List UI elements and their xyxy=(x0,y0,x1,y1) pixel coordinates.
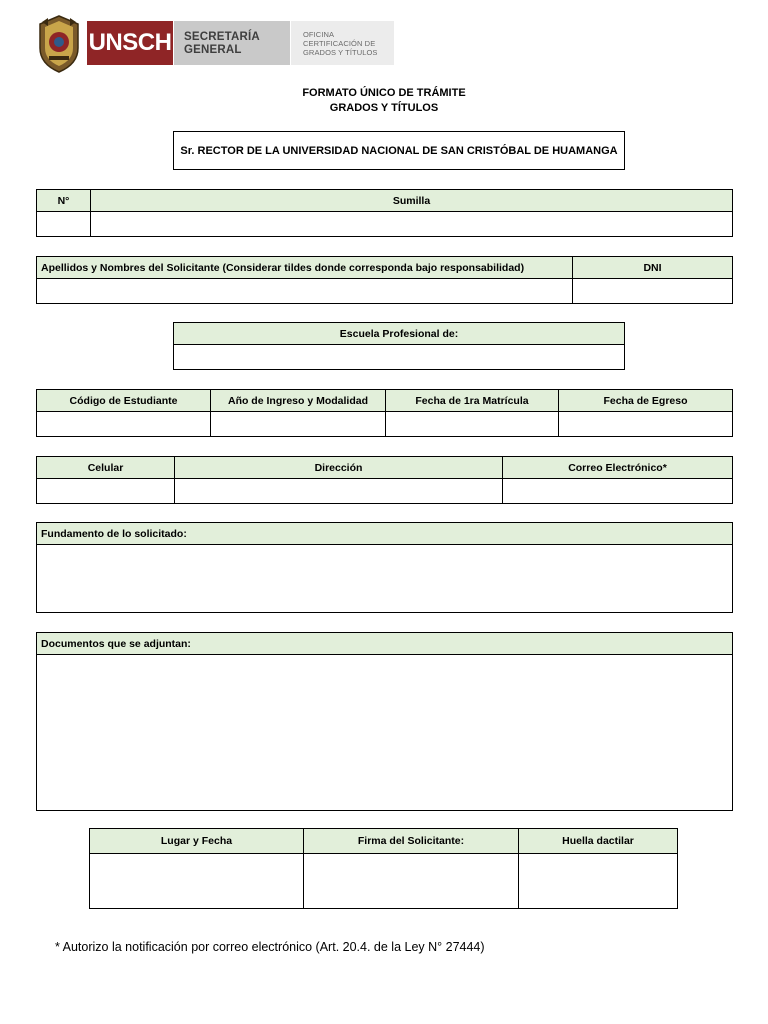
email-field[interactable] xyxy=(503,479,733,504)
number-field[interactable] xyxy=(37,212,91,237)
student-table xyxy=(36,389,733,437)
number-header: N° xyxy=(37,190,91,212)
graduation-date-field[interactable] xyxy=(559,412,733,437)
admission-year-header: Año de Ingreso y Modalidad xyxy=(211,390,386,412)
unsch-logo: UNSCH xyxy=(87,21,173,65)
oficina-logo: OFICINA CERTIFICACIÓN DE GRADOS Y TÍTULOS xyxy=(291,21,394,65)
fundamento-header: Fundamento de lo solicitado: xyxy=(37,523,733,545)
address-field[interactable] xyxy=(175,479,503,504)
graduation-date-header: Fecha de Egreso xyxy=(559,390,733,412)
documentos-table xyxy=(36,632,733,811)
fingerprint-field[interactable] xyxy=(519,854,678,909)
fingerprint-header: Huella dactilar xyxy=(519,829,678,854)
school-field[interactable] xyxy=(174,345,625,370)
phone-header: Celular xyxy=(37,457,175,479)
university-seal-icon xyxy=(36,14,82,74)
dni-field[interactable] xyxy=(573,279,733,304)
form-title-line2: GRADOS Y TÍTULOS xyxy=(329,102,439,114)
documentos-header: Documentos que se adjuntan: xyxy=(37,633,733,655)
form-title-line1: FORMATO ÚNICO DE TRÁMITE xyxy=(302,87,466,99)
sumilla-field[interactable] xyxy=(91,212,733,237)
sumilla-table xyxy=(36,189,733,237)
dni-header: DNI xyxy=(573,257,733,279)
first-enrollment-header: Fecha de 1ra Matrícula xyxy=(386,390,559,412)
applicant-table xyxy=(36,256,733,304)
email-authorization-footnote: * Autorizo la notificación por correo electrónico (Art. 20.4. de la Ley N° 27444) xyxy=(55,940,485,954)
applicant-name-header: Apellidos y Nombres del Solicitante (Considerar tildes donde corresponda bajo responsabilidad) xyxy=(37,257,573,279)
school-table xyxy=(173,322,625,370)
school-header: Escuela Profesional de: xyxy=(174,323,625,345)
place-date-header: Lugar y Fecha xyxy=(90,829,304,854)
student-code-field[interactable] xyxy=(37,412,211,437)
fundamento-table xyxy=(36,522,733,613)
admission-year-field[interactable] xyxy=(211,412,386,437)
student-code-header: Código de Estudiante xyxy=(37,390,211,412)
secretaria-general-logo: SECRETARÍA GENERAL xyxy=(174,21,290,65)
fundamento-field[interactable] xyxy=(37,545,733,613)
signature-table xyxy=(89,828,678,909)
documentos-field[interactable] xyxy=(37,655,733,811)
recipient-text: Sr. RECTOR DE LA UNIVERSIDAD NACIONAL DE SAN CRISTÓBAL DE HUAMANGA xyxy=(180,144,618,157)
address-header: Dirección xyxy=(175,457,503,479)
place-date-field[interactable] xyxy=(90,854,304,909)
contact-table xyxy=(36,456,733,504)
signature-header: Firma del Solicitante: xyxy=(304,829,519,854)
phone-field[interactable] xyxy=(37,479,175,504)
recipient-box xyxy=(173,131,625,170)
signature-field[interactable] xyxy=(304,854,519,909)
first-enrollment-field[interactable] xyxy=(386,412,559,437)
sumilla-header: Sumilla xyxy=(91,190,733,212)
applicant-name-field[interactable] xyxy=(37,279,573,304)
email-header: Correo Electrónico* xyxy=(503,457,733,479)
